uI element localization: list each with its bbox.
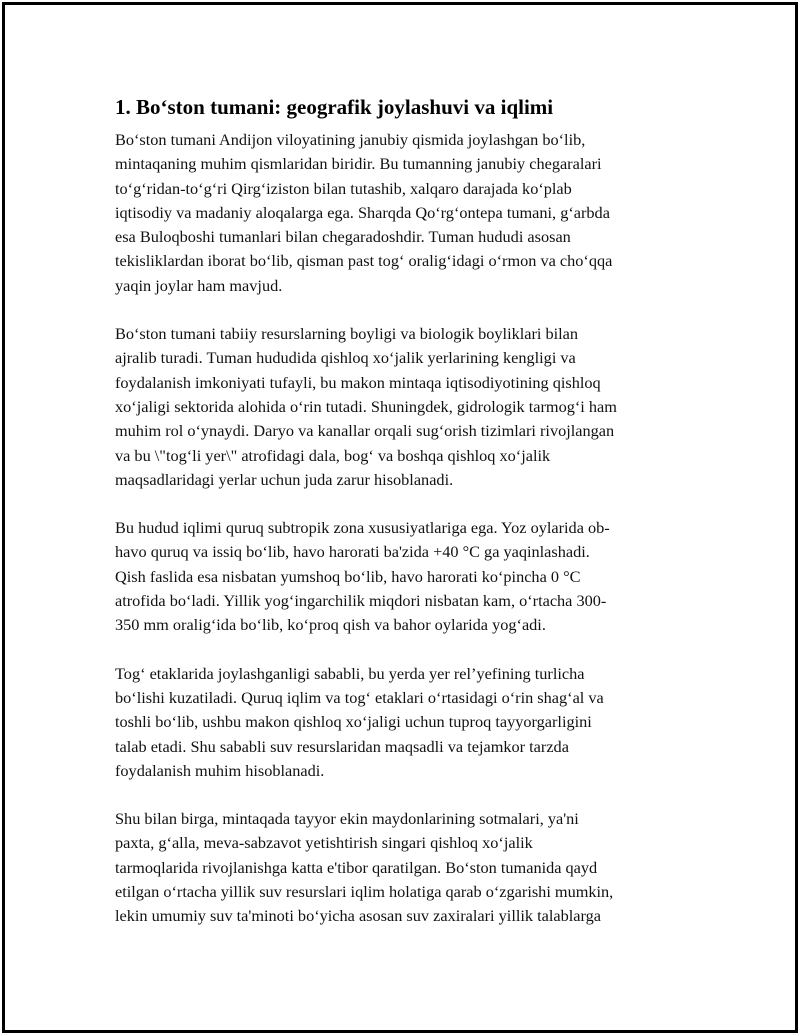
paragraph-location bbox=[115, 128, 690, 298]
section-heading: 1. Bo‘ston tumani: geografik joylashuvi va iqlimi bbox=[115, 95, 554, 119]
text-line: to‘g‘ridan-to‘g‘ri Qirg‘iziston bilan tutashib, xalqaro darajada ko‘plab bbox=[115, 178, 572, 198]
text-line: etilgan o‘rtacha yillik suv resurslari iqlim holatiga qarab o‘zgarishi mumkin, bbox=[115, 882, 614, 902]
text-line: foydalanish muhim hisoblanadi. bbox=[115, 760, 325, 780]
text-line: foydalanish imkoniyati tufayli, bu makon mintaqa iqtisodiyotining qishloq bbox=[115, 372, 601, 392]
text-line: Bo‘ston tumani tabiiy resurslarning boyligi va biologik boyliklari bilan bbox=[115, 324, 579, 344]
text-line: yaqin joylar ham mavjud. bbox=[115, 275, 283, 295]
document-body bbox=[115, 94, 690, 953]
text-line: va bu \"tog‘li yer\" atrofidagi dala, bog‘ va boshqa qishloq xo‘jalik bbox=[115, 445, 551, 465]
text-line: talab etadi. Shu sababli suv resurslaridan maqsadli va tejamkor tarzda bbox=[115, 736, 569, 756]
text-line: maqsadlaridagi yerlar uchun juda zarur hisoblanadi. bbox=[115, 469, 454, 489]
text-line: lekin umumiy suv ta'minoti bo‘yicha asosan suv zaxiralari yillik talablarga bbox=[115, 906, 601, 926]
paragraph-climate bbox=[115, 516, 690, 637]
text-line: tarmoqlarida rivojlanishga katta e'tibor qaratilgan. Bo‘ston tumanida qayd bbox=[115, 857, 598, 877]
paragraph-agriculture bbox=[115, 807, 690, 928]
text-line: 350 mm oralig‘ida bo‘lib, ko‘proq qish va bahor oylarida yog‘adi. bbox=[115, 615, 546, 635]
text-line: bo‘lishi kuzatiladi. Quruq iqlim va tog‘ etaklari o‘rtasidagi o‘rin shag‘al va bbox=[115, 687, 604, 707]
text-line: xo‘jaligi sektorida alohida o‘rin tutadi. Shuningdek, gidrologik tarmog‘i ham bbox=[115, 396, 617, 416]
text-line: tekisliklardan iborat bo‘lib, qisman past tog‘ oralig‘idagi o‘rmon va cho‘qqa bbox=[115, 251, 613, 271]
text-line: esa Buloqboshi tumanlari bilan chegaradoshdir. Tuman hududi asosan bbox=[115, 227, 571, 247]
text-line: toshli bo‘lib, ushbu makon qishloq xo‘jaligi uchun tuproq tayyorgarligini bbox=[115, 712, 592, 732]
text-line: muhim rol o‘ynaydi. Daryo va kanallar orqali sug‘orish tizimlari rivojlangan bbox=[115, 421, 615, 441]
text-line: paxta, g‘alla, meva-sabzavot yetishtirish singari qishloq xo‘jalik bbox=[115, 833, 533, 853]
text-line: havo quruq va issiq bo‘lib, havo harorati ba'zida +40 °C ga yaqinlashadi. bbox=[115, 542, 590, 562]
text-line: Bo‘ston tumani Andijon viloyatining janubiy qismida joylashgan bo‘lib, bbox=[115, 130, 586, 149]
text-line: Bu hudud iqlimi quruq subtropik zona xususiyatlariga ega. Yoz oylarida ob- bbox=[115, 518, 610, 538]
text-line: atrofida bo‘ladi. Yillik yog‘ingarchilik miqdori nisbatan kam, o‘rtacha 300- bbox=[115, 591, 607, 611]
text-line: Tog‘ etaklarida joylashganligi sababli, bu yerda yer rel’yefining turlicha bbox=[115, 663, 585, 683]
text-line: ajralib turadi. Tuman hududida qishloq xo‘jalik yerlarining kengligi va bbox=[115, 348, 576, 368]
text-line: Shu bilan birga, mintaqada tayyor ekin maydonlarining sotmalari, ya'ni bbox=[115, 809, 579, 829]
paragraph-resources bbox=[115, 322, 690, 492]
text-line: iqtisodiy va madaniy aloqalarga ega. Sharqda Qo‘rg‘ontepa tumani, g‘arbda bbox=[115, 202, 610, 222]
text-line: mintaqaning muhim qismlaridan biridir. Bu tumanning janubiy chegaralari bbox=[115, 154, 602, 174]
paragraph-relief bbox=[115, 662, 690, 783]
text-line: Qish faslida esa nisbatan yumshoq bo‘lib, havo harorati ko‘pincha 0 °C bbox=[115, 566, 581, 586]
